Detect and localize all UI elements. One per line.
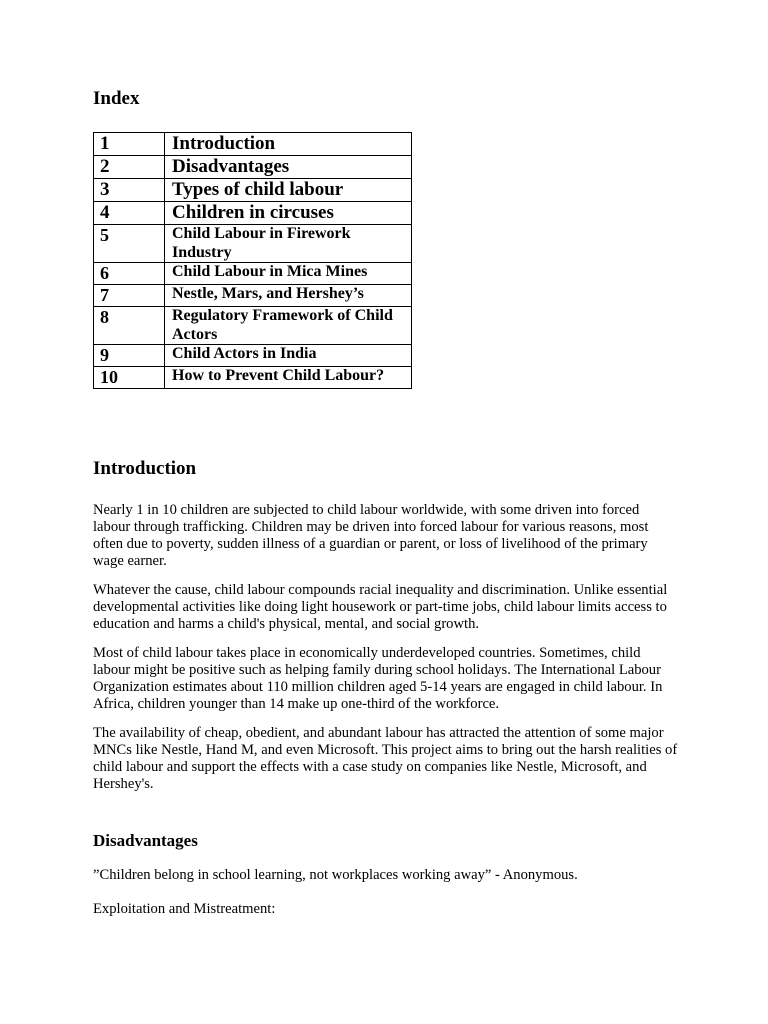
index-row <box>94 367 412 389</box>
index-row <box>94 179 412 202</box>
index-row-number: 1 <box>94 133 165 156</box>
index-row-title: Child Actors in India <box>165 345 412 367</box>
introduction-paragraph: The availability of cheap, obedient, and abundant labour has attracted the attention of some major MNCs like Nestle, Hand M, and even Microsoft. This project aims to bring out the harsh realities of child labour and support the effects with a case study on companies like Nestle, Microsoft, and Hershey's. <box>93 725 678 792</box>
index-row <box>94 263 412 285</box>
index-row-number: 3 <box>94 179 165 202</box>
index-row <box>94 202 412 225</box>
introduction-paragraph: Whatever the cause, child labour compounds racial inequality and discrimination. Unlike essential developmental activities like doing light housework or part-time jobs, child labour limits access to education and harms a child's physical, mental, and social growth. <box>93 582 668 632</box>
index-row-title: Introduction <box>165 133 412 156</box>
index-row-title: Disadvantages <box>165 156 412 179</box>
index-row-title: Types of child labour <box>165 179 412 202</box>
index-row-title: How to Prevent Child Labour? <box>165 367 412 389</box>
index-row-title: Child Labour in Mica Mines <box>165 263 412 285</box>
index-row-number: 10 <box>94 367 165 389</box>
index-row-title: Regulatory Framework of Child Actors <box>165 307 412 345</box>
introduction-paragraph: Nearly 1 in 10 children are subjected to child labour worldwide, with some driven into forced labour through trafficking. Children may be driven into forced labour for various reasons, most often due to poverty, sudden illness of a guardian or parent, or loss of livelihood of the primary wage earner. <box>93 502 649 569</box>
index-row-number: 7 <box>94 285 165 307</box>
index-row-number: 5 <box>94 225 165 263</box>
index-heading: Index <box>93 88 140 109</box>
index-row <box>94 133 412 156</box>
index-row-number: 4 <box>94 202 165 225</box>
index-row-number: 6 <box>94 263 165 285</box>
index-row-number: 8 <box>94 307 165 345</box>
index-row-title: Nestle, Mars, and Hershey’s <box>165 285 412 307</box>
disadvantages-subheading: Exploitation and Mistreatment: <box>93 901 276 917</box>
disadvantages-heading: Disadvantages <box>93 831 198 850</box>
index-row-title: Child Labour in Firework Industry <box>165 225 412 263</box>
introduction-heading: Introduction <box>93 458 197 479</box>
index-table <box>93 132 412 389</box>
disadvantages-quote: ”Children belong in school learning, not workplaces working away” - Anonymous. <box>93 867 578 883</box>
index-row-number: 2 <box>94 156 165 179</box>
index-row <box>94 156 412 179</box>
index-row <box>94 307 412 345</box>
index-row <box>94 285 412 307</box>
index-row <box>94 345 412 367</box>
index-row <box>94 225 412 263</box>
introduction-paragraph: Most of child labour takes place in economically underdeveloped countries. Sometimes, child labour might be positive such as helping family during school holidays. The International Labour Organization estimates about 110 million children aged 5-14 years are engaged in child labour. In Africa, children younger than 14 make up one-third of the workforce. <box>93 645 663 712</box>
index-row-number: 9 <box>94 345 165 367</box>
index-row-title: Children in circuses <box>165 202 412 225</box>
